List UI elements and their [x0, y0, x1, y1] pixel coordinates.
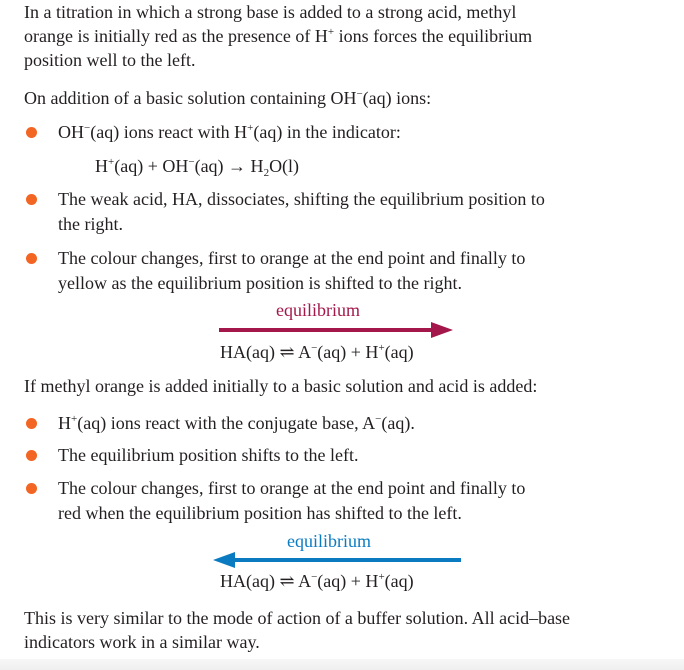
text: (aq) + H — [317, 342, 379, 362]
text: (aq) + H — [317, 571, 379, 591]
section2-bullet-2: The equilibrium position shifts to the left. — [58, 445, 359, 465]
section1-bullet-3-line-1: The colour changes, first to orange at the end point and finally to — [58, 248, 526, 268]
section2-bullet-3-line-1: The colour changes, first to orange at the end point and finally to — [58, 478, 526, 498]
bullet-icon — [26, 483, 37, 494]
intro-line-3: position well to the left. — [24, 50, 196, 70]
intro-line-1: In a titration in which a strong base is added to a strong acid, methyl — [24, 2, 517, 22]
text: HA(aq) ⇌ A — [220, 571, 312, 591]
text: H — [58, 413, 71, 433]
bullet-icon — [26, 194, 37, 205]
text: (aq) — [384, 342, 414, 362]
superscript: + — [327, 26, 335, 38]
text: H — [95, 156, 108, 176]
bullet-icon — [26, 450, 37, 461]
superscript: + — [108, 156, 115, 168]
superscript: − — [375, 413, 382, 425]
text: HA(aq) ⇌ A — [220, 342, 312, 362]
superscript: + — [378, 571, 385, 583]
text: (aq). — [381, 413, 415, 433]
bullet-icon — [26, 418, 37, 429]
text: OH — [58, 122, 84, 142]
equilibrium-label-right: equilibrium — [276, 300, 360, 320]
intro-line-2-a: orange is initially red as the presence of H — [24, 26, 328, 46]
page-bottom-edge — [0, 659, 684, 670]
equilibrium-equation-1 — [220, 340, 414, 364]
conclusion-line-2: indicators work in a similar way. — [24, 632, 260, 652]
equilibrium-label-left: equilibrium — [287, 531, 371, 551]
superscript: − — [356, 88, 363, 100]
intro-line-2 — [24, 24, 532, 48]
bullet-icon — [26, 127, 37, 138]
superscript: + — [378, 342, 385, 354]
section2-lead: If methyl orange is added initially to a basic solution and acid is added: — [24, 376, 538, 396]
superscript: − — [84, 122, 91, 134]
section1-bullet-2-line-1: The weak acid, HA, dissociates, shifting the equilibrium position to — [58, 189, 545, 209]
text: O(l) — [269, 156, 300, 176]
text: (aq) ions react with the conjugate base, A — [77, 413, 376, 433]
superscript: − — [311, 342, 318, 354]
section1-bullet-1 — [58, 120, 401, 144]
text: (aq) + OH — [114, 156, 189, 176]
section2-bullet-3-line-2: red when the equilibrium position has shifted to the left. — [58, 503, 462, 523]
superscript: − — [311, 571, 318, 583]
text: (aq) → H — [194, 156, 264, 176]
bullet-icon — [26, 253, 37, 264]
lead-text: On addition of a basic solution containing OH — [24, 88, 357, 108]
section1-bullet-3-line-2: yellow as the equilibrium position is shifted to the right. — [58, 273, 462, 293]
section1-lead — [24, 86, 431, 110]
conclusion-line-1: This is very similar to the mode of action of a buffer solution. All acid–base — [24, 608, 571, 628]
subscript: 2 — [263, 167, 270, 179]
text: (aq) — [384, 571, 414, 591]
equilibrium-equation-2 — [220, 569, 414, 593]
superscript: + — [71, 413, 78, 425]
arrow-left-icon — [213, 558, 461, 562]
text: (aq) in the indicator: — [253, 122, 401, 142]
text: (aq) ions react with H — [90, 122, 248, 142]
section1-bullet-2-line-2: the right. — [58, 214, 123, 234]
superscript: − — [188, 156, 195, 168]
intro-line-2-b: ions forces the equilibrium — [334, 26, 533, 46]
neutralisation-equation — [95, 154, 299, 178]
arrow-right-icon — [219, 328, 453, 332]
section2-bullet-1 — [58, 411, 415, 435]
superscript: + — [247, 122, 254, 134]
lead-tail: (aq) ions: — [362, 88, 432, 108]
